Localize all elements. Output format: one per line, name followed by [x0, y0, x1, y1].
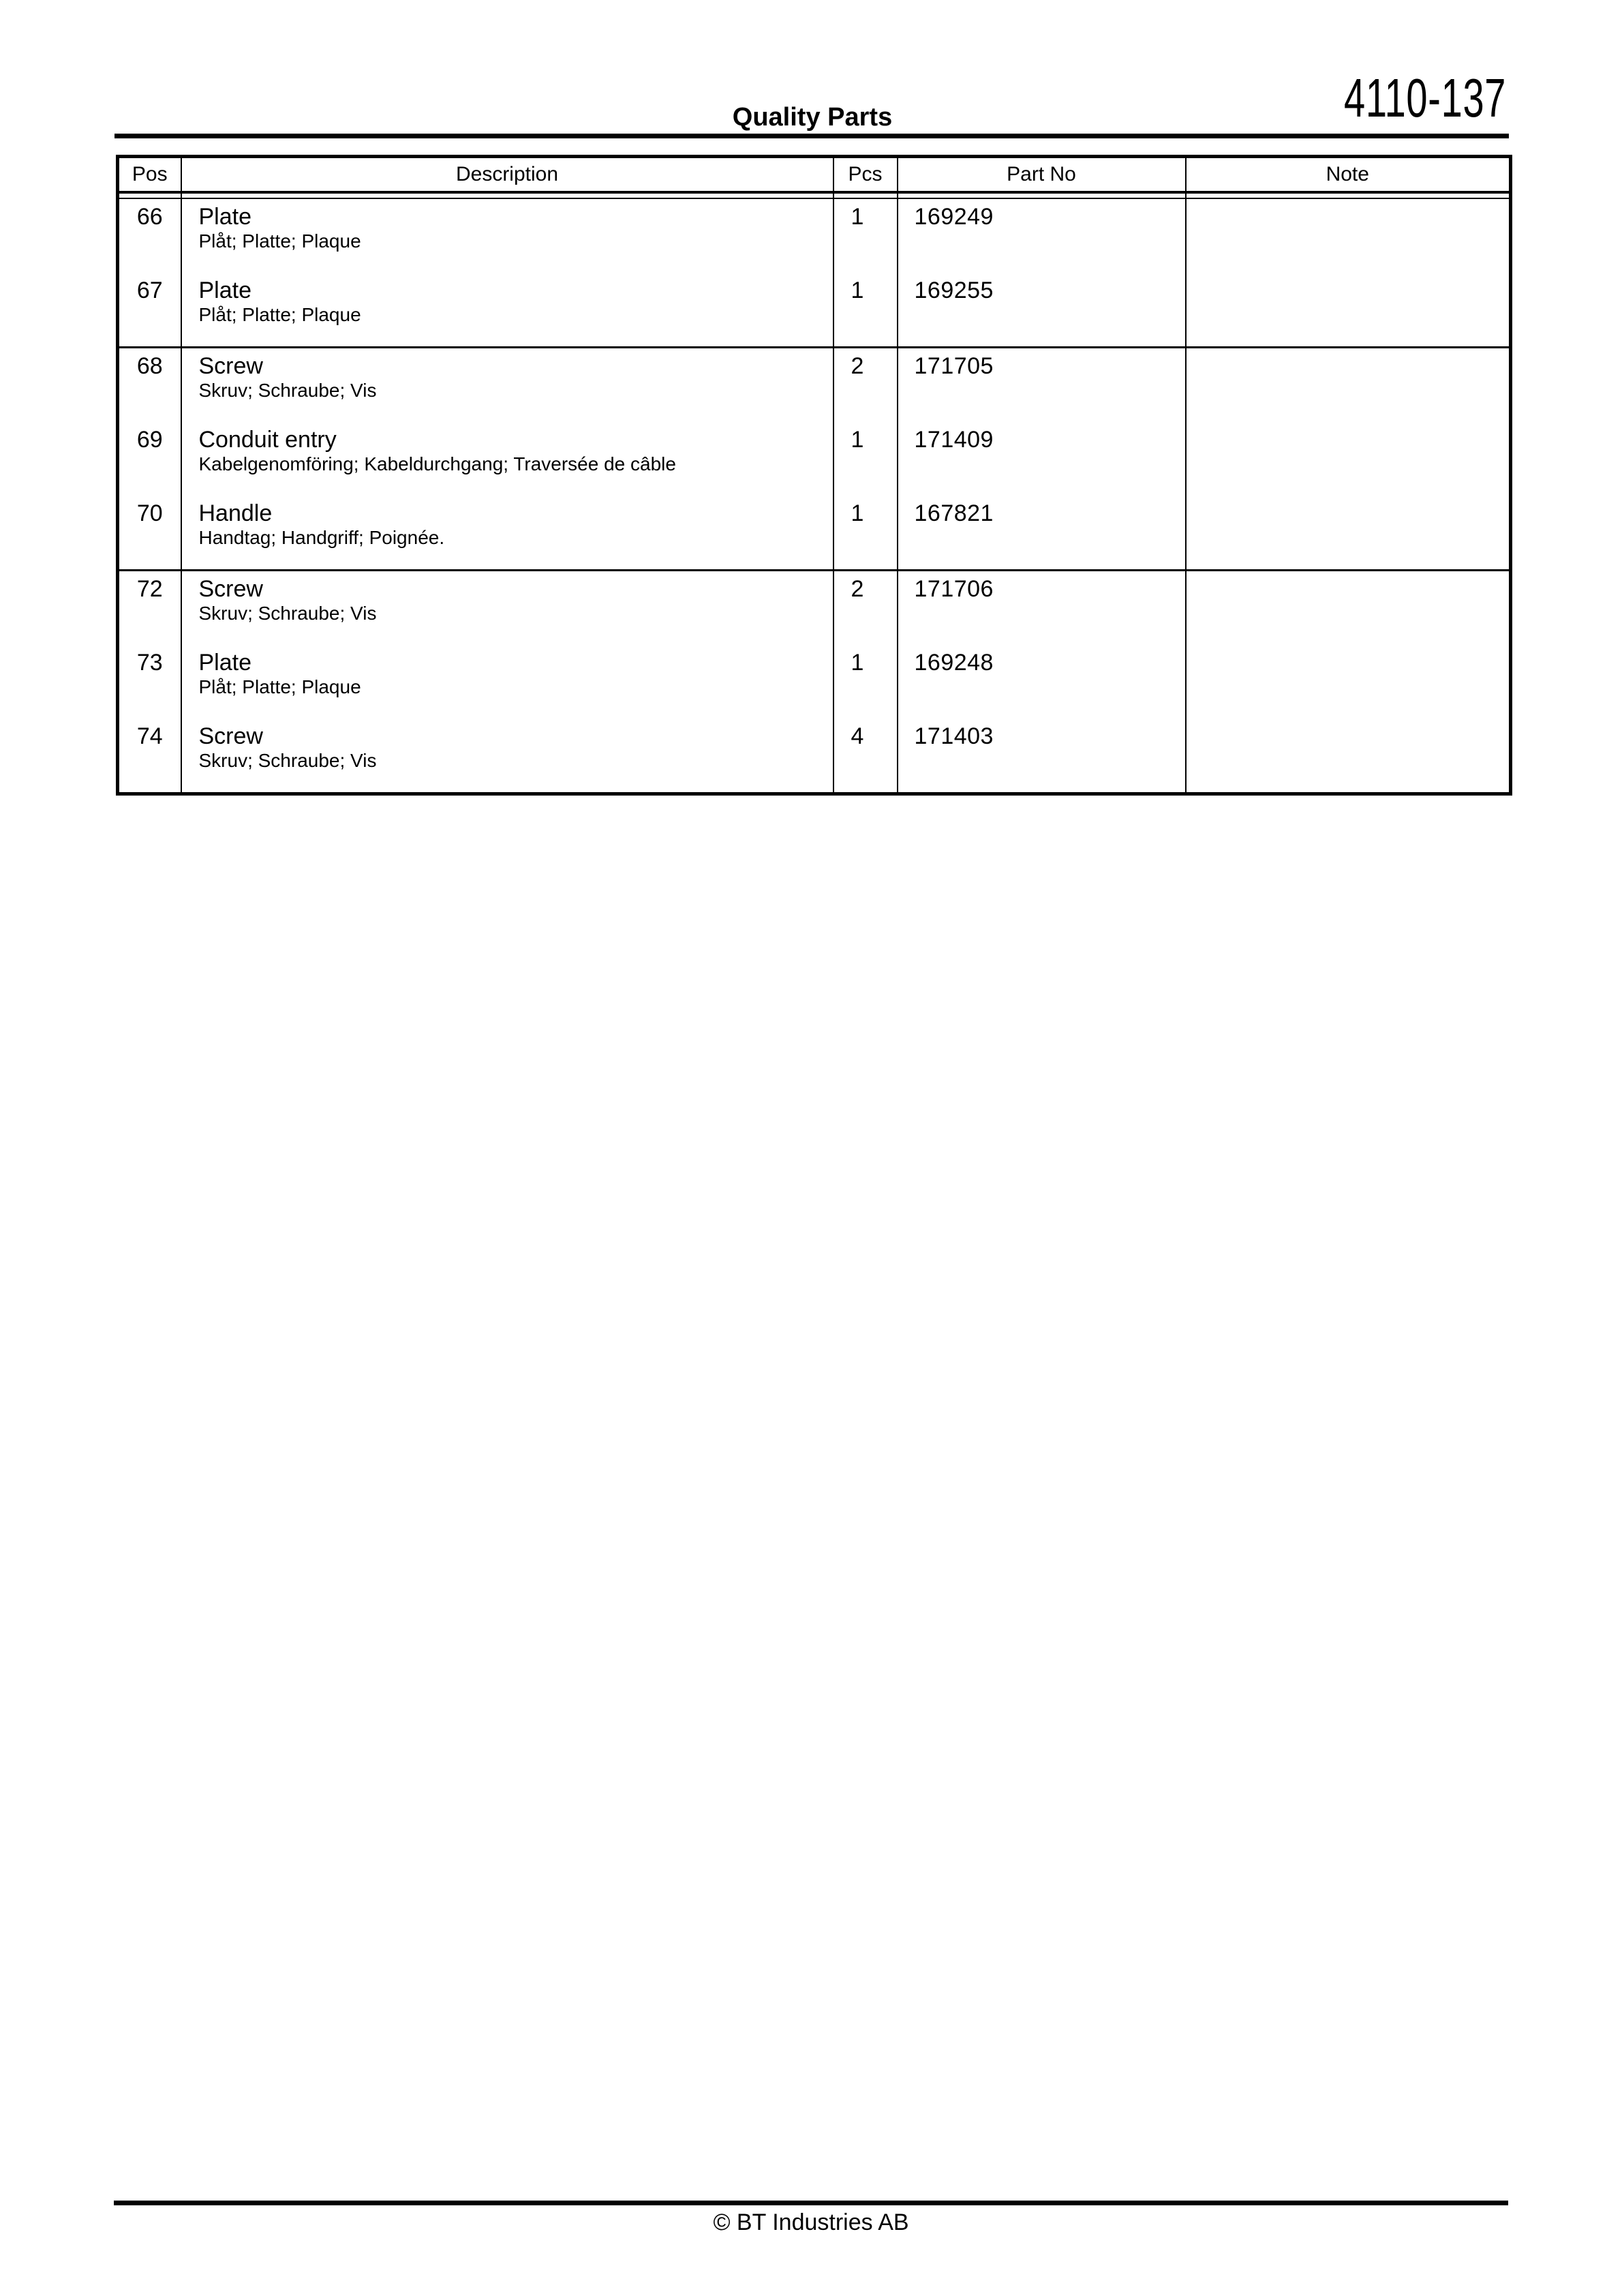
note-cell: [1186, 496, 1511, 571]
pcs-cell: 1: [833, 645, 898, 719]
description-main: Handle: [198, 500, 273, 526]
pcs-cell: 1: [833, 198, 898, 273]
header-double-line-segment: [1186, 192, 1511, 198]
description-translations: Kabelgenomföring; Kabeldurchgang; Traversée de câble: [198, 453, 676, 474]
description-translations: Skruv; Schraube; Vis: [198, 380, 377, 401]
table-header-row: [118, 157, 1511, 193]
table-row-pos-69: [118, 422, 1511, 496]
description-cell: [181, 422, 833, 496]
column-header-pos: Pos: [118, 157, 181, 193]
page-title: Quality Parts: [732, 103, 893, 132]
header-double-line-segment: [833, 192, 898, 198]
part-no-cell: 171706: [898, 571, 1186, 646]
parts-table: [116, 155, 1512, 796]
row-group-1: [118, 198, 1511, 348]
footer-rule: [114, 2201, 1508, 2205]
description-cell: [181, 496, 833, 571]
description-main: Plate: [198, 277, 251, 303]
pcs-cell: 1: [833, 422, 898, 496]
description-translations: Handtag; Handgriff; Poignée.: [198, 527, 445, 548]
table-row-pos-74: [118, 719, 1511, 794]
pos-cell: 70: [118, 496, 181, 571]
note-cell: [1186, 422, 1511, 496]
pos-cell: 67: [118, 273, 181, 348]
pos-cell: 72: [118, 571, 181, 646]
note-cell: [1186, 348, 1511, 423]
description-main: Plate: [198, 650, 251, 676]
description-cell: [181, 645, 833, 719]
description-translations: Plåt; Platte; Plaque: [198, 304, 361, 325]
header-double-line-segment: [118, 192, 181, 198]
note-cell: [1186, 571, 1511, 646]
note-cell: [1186, 645, 1511, 719]
description-main: Screw: [198, 353, 263, 379]
header-double-line: [118, 192, 1511, 198]
table-row-pos-66: [118, 198, 1511, 273]
column-header-part-no: Part No: [898, 157, 1186, 193]
note-cell: [1186, 719, 1511, 794]
table-row-pos-68: [118, 348, 1511, 423]
table-row-pos-72: [118, 571, 1511, 646]
part-no-cell: 171705: [898, 348, 1186, 423]
column-header-note: Note: [1186, 157, 1511, 193]
footer-copyright: © BT Industries AB: [713, 2209, 909, 2235]
description-main: Screw: [198, 576, 263, 602]
part-no-cell: 167821: [898, 496, 1186, 571]
table-row-pos-67: [118, 273, 1511, 348]
description-translations: Plåt; Platte; Plaque: [198, 230, 361, 252]
description-cell: [181, 719, 833, 794]
part-no-cell: 169249: [898, 198, 1186, 273]
pcs-cell: 2: [833, 571, 898, 646]
part-no-cell: 169255: [898, 273, 1186, 348]
description-main: Screw: [198, 723, 263, 749]
description-translations: Skruv; Schraube; Vis: [198, 750, 377, 771]
pos-cell: 69: [118, 422, 181, 496]
part-no-cell: 171409: [898, 422, 1186, 496]
pcs-cell: 1: [833, 496, 898, 571]
header-double-line-segment: [181, 192, 833, 198]
table-row-pos-70: [118, 496, 1511, 571]
pos-cell: 68: [118, 348, 181, 423]
header-double-line-segment: [898, 192, 1186, 198]
description-main: Conduit entry: [198, 427, 337, 453]
description-cell: [181, 348, 833, 423]
description-cell: [181, 198, 833, 273]
part-no-cell: 169248: [898, 645, 1186, 719]
description-main: Plate: [198, 204, 251, 230]
pcs-cell: 2: [833, 348, 898, 423]
header-rule: [114, 134, 1509, 138]
description-translations: Skruv; Schraube; Vis: [198, 603, 377, 624]
row-group-3: [118, 571, 1511, 794]
description-cell: [181, 273, 833, 348]
column-header-pcs: Pcs: [833, 157, 898, 193]
pcs-cell: 1: [833, 273, 898, 348]
table-header: [118, 157, 1511, 199]
description-cell: [181, 571, 833, 646]
note-cell: [1186, 273, 1511, 348]
pos-cell: 74: [118, 719, 181, 794]
column-header-description: Description: [181, 157, 833, 193]
pos-cell: 73: [118, 645, 181, 719]
doc-number: 4110-137: [1343, 67, 1506, 128]
table-row-pos-73: [118, 645, 1511, 719]
description-translations: Plåt; Platte; Plaque: [198, 676, 361, 697]
pos-cell: 66: [118, 198, 181, 273]
part-no-cell: 171403: [898, 719, 1186, 794]
row-group-2: [118, 348, 1511, 571]
note-cell: [1186, 198, 1511, 273]
pcs-cell: 4: [833, 719, 898, 794]
